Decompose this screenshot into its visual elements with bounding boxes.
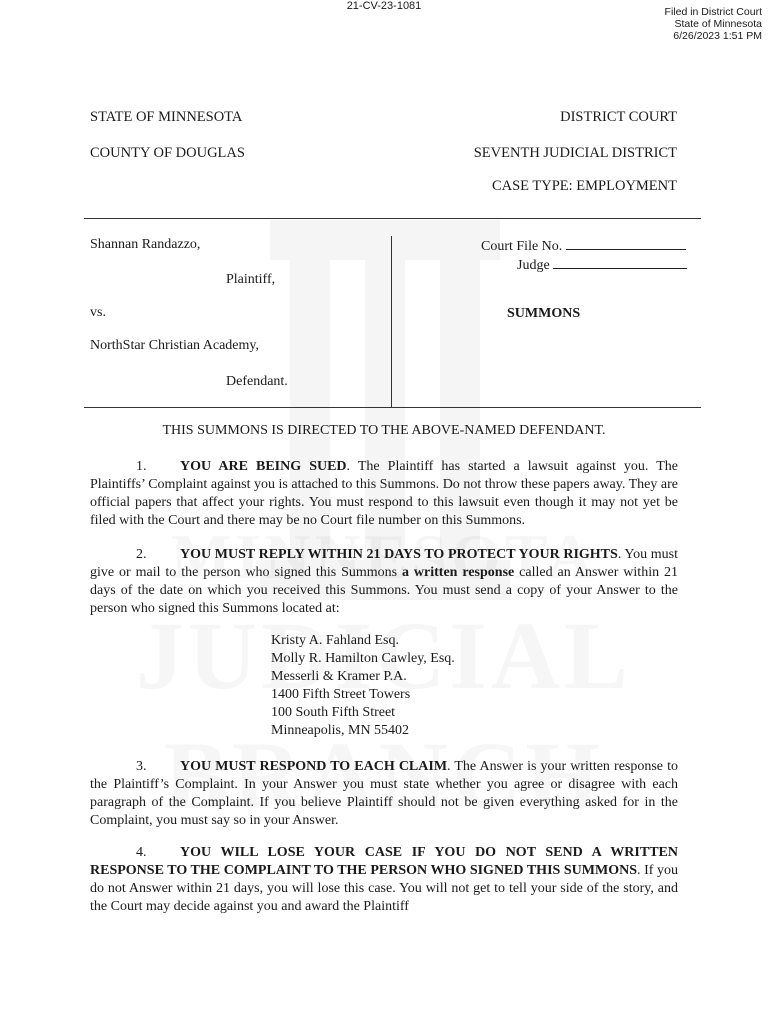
caption-district: SEVENTH JUDICIAL DISTRICT [473,145,677,161]
versus: vs. [90,305,106,320]
caption-divider [391,236,392,407]
filed-line-3: 6/26/2023 1:51 PM [673,30,762,42]
paragraph-1-heading: YOU ARE BEING SUED [180,459,347,474]
paragraph-1-number: 1. [136,459,147,474]
paragraph-2-bold: a written response [402,565,515,580]
judge-blank [553,256,687,269]
case-number: 21-CV-23-1081 [346,0,422,12]
paragraph-4 [90,844,678,916]
filing-stamp [665,6,762,42]
address-line: Messerli & Kramer P.A. [271,669,407,684]
court-file-no [481,237,686,255]
filed-line-1: Filed in District Court [664,6,762,18]
paragraph-3-text: . The Answer is your written response to the Plaintiff’s Complaint. In your Answer you must state whether you agree or disagree with each paragraph of the Complaint. If you believe Plaintiff should not be given everything asked for in the Complaint, you must say so in your Answer. [90,759,678,828]
caption-county: COUNTY OF DOUGLAS [90,145,245,161]
address-line: 1400 Fifth Street Towers [271,687,411,702]
judge-label: Judge [517,258,550,273]
directed-line: THIS SUMMONS IS DIRECTED TO THE ABOVE-NAMED DEFENDANT. [162,423,606,438]
paragraph-1 [90,458,678,530]
paragraph-3-number: 3. [136,759,147,774]
caption-top-rule [84,218,701,219]
address-line: Minneapolis, MN 55402 [271,723,410,738]
document-title: SUMMONS [507,306,581,321]
judge-field [517,256,687,274]
address-line: Kristy A. Fahland Esq. [271,633,399,648]
court-file-no-blank [566,237,686,250]
caption-court: DISTRICT COURT [560,109,677,125]
caption-bottom-rule [84,407,701,408]
paragraph-3-heading: YOU MUST RESPOND TO EACH CLAIM [180,759,448,774]
court-file-no-label: Court File No. [481,239,563,254]
paragraph-2-number: 2. [136,547,147,562]
paragraph-4-heading: YOU WILL LOSE YOUR CASE IF YOU DO NOT SEND A WRITTEN RESPONSE TO THE COMPLAINT TO THE PERSON WHO SIGNED THIS SUMMONS [90,845,678,878]
paragraph-2-heading: YOU MUST REPLY WITHIN 21 DAYS TO PROTECT YOUR RIGHTS [180,547,618,562]
plaintiff-role: Plaintiff, [226,272,276,287]
paragraph-2-text-b: called an Answer within 21 days of the date on which you received this Summons. You must send a copy of your Answer to the person who signed this Summons located at: [90,565,679,616]
paragraph-2 [90,546,678,618]
attorney-address [271,632,455,740]
plaintiff-name: Shannan Randazzo, [90,237,201,252]
filed-line-2: State of Minnesota [674,18,762,30]
paragraph-4-text: . If you do not Answer within 21 days, you will lose this case. You will not get to tell your side of the story, and the Court may decide against you and award the Plaintiff [90,863,678,914]
paragraph-4-number: 4. [136,845,147,860]
caption-case-type: CASE TYPE: EMPLOYMENT [491,178,677,194]
paragraph-2-text-a: . You must give or mail to the person who signed this Summons [90,547,679,580]
address-line: Molly R. Hamilton Cawley, Esq. [271,651,455,666]
caption-state: STATE OF MINNESOTA [90,109,243,125]
defendant-role: Defendant. [226,374,288,389]
defendant-name: NorthStar Christian Academy, [90,338,260,353]
paragraph-3 [90,758,678,830]
address-line: 100 South Fifth Street [271,705,396,720]
paragraph-1-text: . The Plaintiff has started a lawsuit against you. The Plaintiffs’ Complaint against you is attached to this Summons. Do not throw these papers away. They are official papers that affect your rights. You must respond to this lawsuit even though it may not yet be filed with the Court and there may be no Court file number on this Summons. [90,459,678,528]
